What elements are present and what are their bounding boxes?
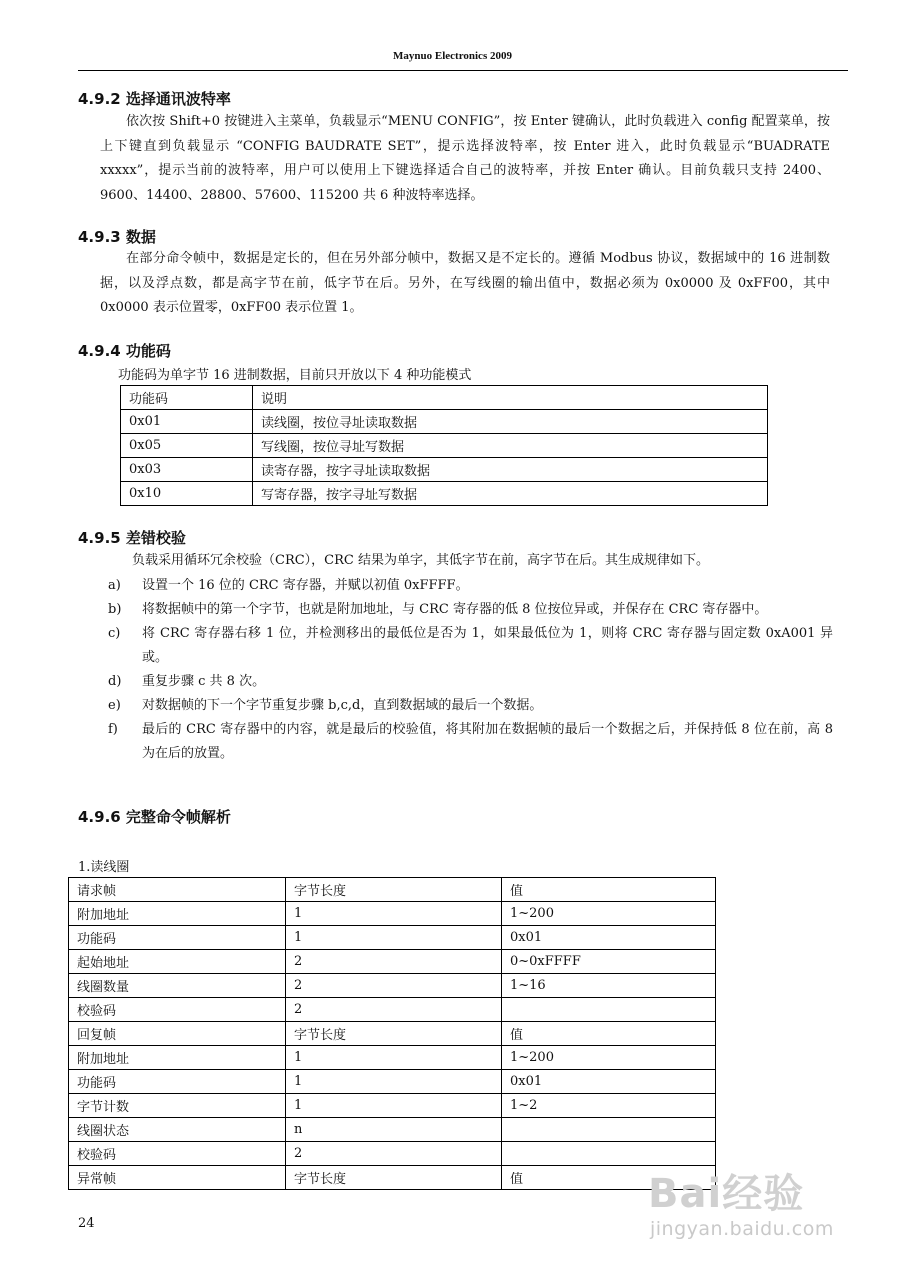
function-code-table-row: [121, 386, 768, 410]
read-coil-table-cell: 2: [286, 998, 502, 1022]
function-code-table-cell: 说明: [253, 386, 768, 410]
read-coil-table-cell: 功能码: [69, 1070, 286, 1094]
section-title-4-9-2: 4.9.2 选择通讯波特率: [78, 90, 231, 108]
function-code-intro: 功能码为单字节 16 进制数据，目前只开放以下 4 种功能模式: [118, 368, 472, 383]
crc-step-text: 最后的 CRC 寄存器中的内容，就是最后的校验值，将其附加在数据帧的最后一个数据之后，并保持低 8 位在前，高 8 为在后的放置。: [142, 722, 833, 761]
crc-step-text: 设置一个 16 位的 CRC 寄存器，并赋以初值 0xFFFF。: [142, 578, 469, 593]
crc-step-item: [108, 622, 833, 670]
read-coil-table-cell: 值: [502, 1166, 716, 1190]
read-coil-table-cell: 1: [286, 1094, 502, 1118]
crc-step-text: 对数据帧的下一个字节重复步骤 b,c,d，直到数据域的最后一个数据。: [142, 698, 543, 713]
crc-step-item: [108, 598, 833, 622]
crc-step-item: [108, 694, 833, 718]
function-code-table-cell: 读寄存器，按字寻址读取数据: [253, 458, 768, 482]
read-coil-table-cell: 字节长度: [286, 1022, 502, 1046]
read-coil-subtitle: 1.读线圈: [78, 860, 130, 875]
crc-step-marker: b): [108, 602, 122, 617]
read-coil-table-row: [69, 1142, 716, 1166]
function-code-table-row: [121, 458, 768, 482]
read-coil-table-cell: [502, 1118, 716, 1142]
read-coil-table-row: [69, 1022, 716, 1046]
read-coil-table-cell: 1~200: [502, 902, 716, 926]
function-code-table-cell: 读线圈，按位寻址读取数据: [253, 410, 768, 434]
read-coil-table-cell: 值: [502, 1022, 716, 1046]
read-coil-table-row: [69, 950, 716, 974]
read-coil-table-cell: 字节长度: [286, 1166, 502, 1190]
read-coil-table-cell: 附加地址: [69, 902, 286, 926]
function-code-table-cell: 0x10: [121, 482, 253, 506]
function-code-table-cell: 写寄存器，按字寻址写数据: [253, 482, 768, 506]
section-title-4-9-4: 4.9.4 功能码: [78, 342, 171, 360]
read-coil-table-cell: 校验码: [69, 998, 286, 1022]
read-coil-table-cell: 1: [286, 902, 502, 926]
read-coil-table-cell: 1~16: [502, 974, 716, 998]
baidu-jingyan-watermark-logo: Bai经验: [648, 1171, 805, 1217]
read-coil-table-row: [69, 1070, 716, 1094]
read-coil-table-cell: 0x01: [502, 926, 716, 950]
crc-step-marker: d): [108, 674, 122, 689]
function-code-table-row: [121, 410, 768, 434]
function-code-table-cell: 功能码: [121, 386, 253, 410]
read-coil-table-row: [69, 1046, 716, 1070]
read-coil-table-cell: 回复帧: [69, 1022, 286, 1046]
crc-steps-list: [108, 574, 833, 766]
read-coil-table-cell: 线圈状态: [69, 1118, 286, 1142]
read-coil-table-row: [69, 1118, 716, 1142]
read-coil-table-cell: 1: [286, 1070, 502, 1094]
read-coil-table-cell: 2: [286, 974, 502, 998]
function-code-table-row: [121, 434, 768, 458]
section-title-4-9-3: 4.9.3 数据: [78, 228, 156, 246]
read-coil-table-row: [69, 878, 716, 902]
read-coil-table-cell: 1: [286, 926, 502, 950]
read-coil-table-row: [69, 1166, 716, 1190]
read-coil-table-cell: 字节长度: [286, 878, 502, 902]
function-code-table-row: [121, 482, 768, 506]
read-coil-table-row: [69, 1094, 716, 1118]
section-title-4-9-5: 4.9.5 差错校验: [78, 529, 186, 547]
crc-step-marker: c): [108, 626, 121, 641]
crc-step-marker: f): [108, 722, 118, 737]
section-body-4-9-2: 依次按 Shift+0 按键进入主菜单，负载显示“MENU CONFIG”，按 Enter 键确认，此时负载进入 config 配置菜单，按上下键直到负载显示 “CONFIG BAUDRATE SET”，提示选择波特率，按 Enter 进入，此时负载显示“BUADRATE xxxxx”，提示当前的波特率，用户可以使用上下键选择适合自己的波特率，并按 Enter 确认。目前负载只支持 2400、9600、14400、28800、57600、115200 共 6 种波特率选择。: [100, 114, 830, 203]
crc-step-item: [108, 574, 833, 598]
read-coil-table-cell: 线圈数量: [69, 974, 286, 998]
page-number: 24: [78, 1216, 95, 1231]
section-body-4-9-3: 在部分命令帧中，数据是定长的，但在另外部分帧中，数据又是不定长的。遵循 Modbus 协议，数据域中的 16 进制数据，以及浮点数，都是高字节在前，低字节在后。另外，在写线圈的输出值中，数据必须为 0x0000 及 0xFF00，其中 0x0000 表示位置零，0xFF00 表示位置 1。: [100, 251, 830, 315]
read-coil-table-cell: 起始地址: [69, 950, 286, 974]
watermark-url: jingyan.baidu.com: [650, 1218, 834, 1240]
read-coil-table-cell: 2: [286, 950, 502, 974]
function-code-table: [120, 385, 768, 506]
crc-intro: 负载采用循环冗余校验（CRC），CRC 结果为单字，其低字节在前，高字节在后。其生成规律如下。: [132, 553, 709, 568]
read-coil-table-cell: 功能码: [69, 926, 286, 950]
crc-step-item: [108, 670, 833, 694]
read-coil-table-cell: [502, 998, 716, 1022]
read-coil-table-cell: 附加地址: [69, 1046, 286, 1070]
crc-step-text: 重复步骤 c 共 8 次。: [142, 674, 266, 689]
read-coil-table-cell: 异常帧: [69, 1166, 286, 1190]
crc-step-marker: e): [108, 698, 121, 713]
read-coil-frame-table: [68, 877, 716, 1190]
read-coil-table-cell: 0x01: [502, 1070, 716, 1094]
read-coil-table-cell: 值: [502, 878, 716, 902]
crc-step-text: 将数据帧中的第一个字节，也就是附加地址，与 CRC 寄存器的低 8 位按位异或，并保存在 CRC 寄存器中。: [142, 602, 768, 617]
read-coil-table-cell: 1~2: [502, 1094, 716, 1118]
read-coil-table-row: [69, 974, 716, 998]
function-code-table-cell: 写线圈，按位寻址写数据: [253, 434, 768, 458]
crc-step-item: [108, 718, 833, 766]
read-coil-table-row: [69, 902, 716, 926]
read-coil-table-cell: 字节计数: [69, 1094, 286, 1118]
read-coil-table-cell: 请求帧: [69, 878, 286, 902]
read-coil-table-row: [69, 998, 716, 1022]
function-code-table-cell: 0x01: [121, 410, 253, 434]
read-coil-table-cell: 2: [286, 1142, 502, 1166]
crc-step-marker: a): [108, 578, 121, 593]
page-header: Maynuo Electronics 2009: [393, 50, 512, 62]
header-rule: [78, 70, 848, 71]
read-coil-table-cell: 1: [286, 1046, 502, 1070]
read-coil-table-cell: 0~0xFFFF: [502, 950, 716, 974]
read-coil-table-cell: n: [286, 1118, 502, 1142]
function-code-table-cell: 0x03: [121, 458, 253, 482]
read-coil-table-row: [69, 926, 716, 950]
crc-step-text: 将 CRC 寄存器右移 1 位，并检测移出的最低位是否为 1，如果最低位为 1，则将 CRC 寄存器与固定数 0xA001 异或。: [142, 626, 833, 665]
read-coil-table-cell: 1~200: [502, 1046, 716, 1070]
read-coil-table-cell: 校验码: [69, 1142, 286, 1166]
function-code-table-cell: 0x05: [121, 434, 253, 458]
section-title-4-9-6: 4.9.6 完整命令帧解析: [78, 808, 231, 826]
